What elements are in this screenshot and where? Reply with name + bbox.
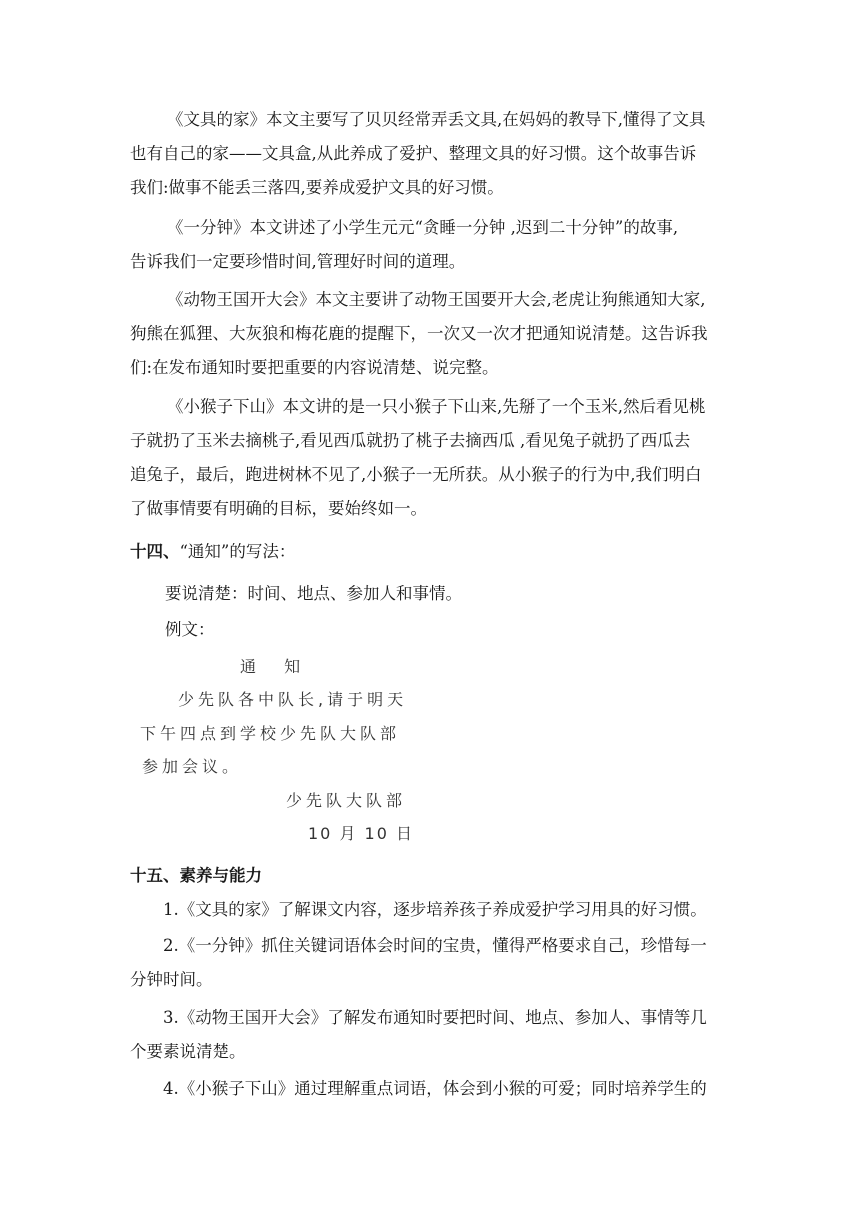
section-14-heading <box>130 535 295 569</box>
notice-signature: 少先队大队部 <box>286 791 407 810</box>
text-line: 2.《一分钟》抓住关键词语体会时间的宝贵，懂得严格要求自己，珍惜每一 <box>163 936 707 955</box>
story-summary-yifenzhong <box>130 211 730 279</box>
ability-item <box>130 893 730 927</box>
notice-body-line: 参加会议。 <box>142 757 243 776</box>
ability-item <box>130 1001 730 1069</box>
text-line: 们:在发布通知时要把重要的内容说清楚、说完整。 <box>130 358 499 377</box>
notice-body-line: 下午四点到学校少先队大队部 <box>140 724 401 743</box>
text-line: 我们:做事不能丢三落四,要养成爱护文具的好习惯。 <box>130 178 504 197</box>
text-line: 《一分钟》本文讲述了小学生元元“贪睡一分钟 ,迟到二十分钟”的故事, <box>167 218 679 237</box>
ability-item <box>130 1072 730 1106</box>
story-summary-xiaohouzi <box>130 390 730 526</box>
text-line: 4.《小猴子下山》通过理解重点词语，体会到小猴的可爱；同时培养学生的 <box>163 1079 707 1098</box>
section-15-heading: 十五、素养与能力 <box>130 866 262 885</box>
text-line: 分钟时间。 <box>130 970 213 989</box>
ability-item <box>130 929 730 997</box>
notice-title: 通 知 <box>240 657 307 676</box>
notice-date: 10 月 10 日 <box>308 824 414 843</box>
text-line: 也有自己的家——文具盒,从此养成了爱护、整理文具的好习惯。这个故事告诉 <box>130 144 697 163</box>
story-summary-dongwu <box>130 283 730 385</box>
text-line: 《文具的家》本文主要写了贝贝经常弄丢文具,在妈妈的教导下,懂得了文具 <box>167 110 706 129</box>
text-line: 狗熊在狐狸、大灰狼和梅花鹿的提醒下，一次又一次才把通知说清楚。这告诉我 <box>130 324 708 343</box>
notice-requirement: 要说清楚：时间、地点、参加人和事情。 <box>165 584 462 603</box>
notice-body-line: 少先队各中队长,请于明天 <box>178 690 408 709</box>
section-title: “通知”的写法： <box>179 542 296 561</box>
text-line: 《动物王国开大会》本文主要讲了动物王国要开大会,老虎让狗熊通知大家, <box>167 290 706 309</box>
story-summary-wenju <box>130 103 730 205</box>
text-line: 1.《文具的家》了解课文内容，逐步培养孩子养成爱护学习用具的好习惯。 <box>163 900 707 919</box>
text-line: 个要素说清楚。 <box>130 1042 246 1061</box>
text-line: 了做事情要有明确的目标，要始终如一。 <box>130 499 427 518</box>
text-line: 子就扔了玉米去摘桃子,看见西瓜就扔了桃子去摘西瓜 ,看见兔子就扔了西瓜去 <box>130 431 691 450</box>
text-line: 《小猴子下山》本文讲的是一只小猴子下山来,先掰了一个玉米,然后看见桃 <box>167 397 706 416</box>
example-label: 例文： <box>165 620 215 639</box>
text-line: 3.《动物王国开大会》了解发布通知时要把时间、地点、参加人、事情等几 <box>163 1008 707 1027</box>
notice-sample <box>138 650 414 850</box>
section-number: 十四、 <box>130 542 180 561</box>
text-line: 追兔子，最后，跑进树林不见了,小猴子一无所获。从小猴子的行为中,我们明白 <box>130 465 702 484</box>
text-line: 告诉我们一定要珍惜时间,管理好时间的道理。 <box>130 252 466 271</box>
